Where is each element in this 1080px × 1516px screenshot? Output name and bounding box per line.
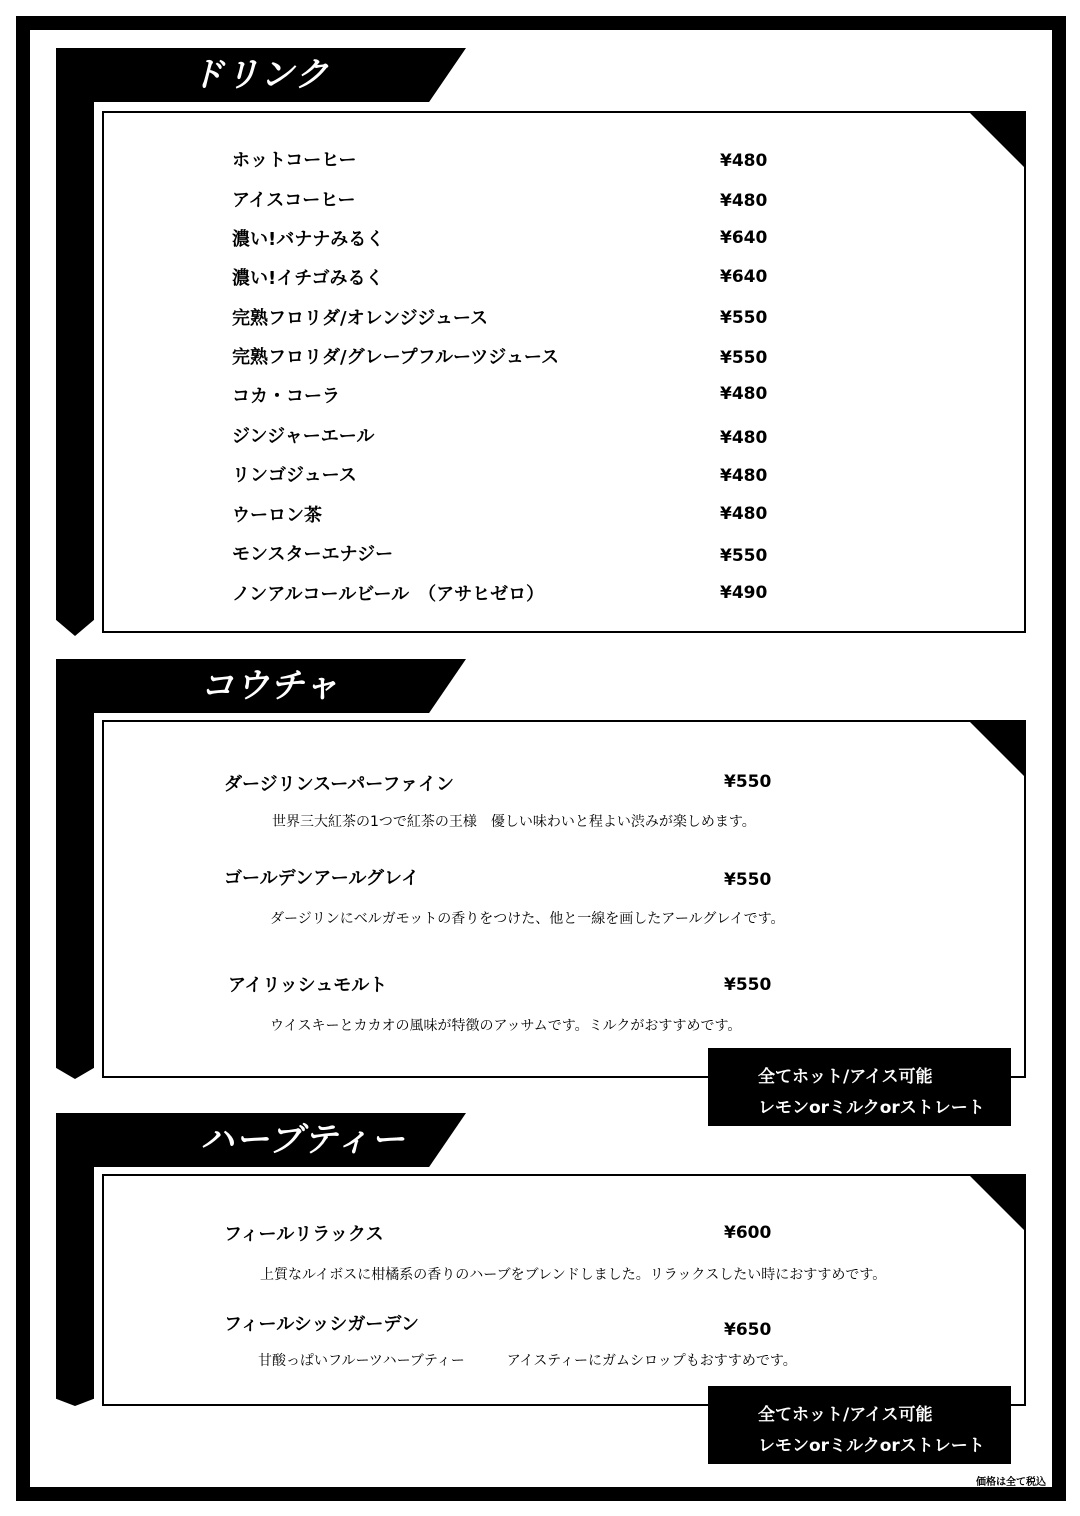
drink-item-name: アイスコーヒー bbox=[232, 190, 356, 211]
drink-item-name: ノンアルコールビール （アサヒゼロ） bbox=[232, 584, 545, 605]
drink-item-name: コカ・コーラ bbox=[232, 386, 340, 407]
drink-item-name: 濃い!バナナみるく bbox=[232, 229, 385, 250]
herb-note-line-2: レモンorミルクorストレート bbox=[758, 1436, 985, 1456]
drink-item-name: ホットコーヒー bbox=[232, 150, 357, 171]
drink-item-price: ¥490 bbox=[720, 583, 768, 603]
drink-item-name: ウーロン茶 bbox=[232, 505, 322, 526]
drink-item-name: 完熟フロリダ/グレープフルーツジュース bbox=[232, 347, 559, 368]
drink-item-price: ¥550 bbox=[720, 546, 768, 566]
drink-item-price: ¥480 bbox=[720, 151, 768, 171]
tea-item-name: ゴールデンアールグレイ bbox=[224, 868, 420, 889]
tea-item-price: ¥550 bbox=[724, 772, 772, 792]
drink-box-corner bbox=[968, 111, 1026, 169]
tea-note-box bbox=[708, 1048, 1011, 1126]
tea-section-title: コウチャ bbox=[200, 666, 339, 706]
drink-item-price: ¥640 bbox=[720, 228, 768, 248]
tea-note-line-2: レモンorミルクorストレート bbox=[758, 1098, 985, 1118]
herb-sidebar bbox=[56, 1163, 94, 1406]
tea-box-corner bbox=[968, 720, 1026, 778]
drink-item-name: 濃い!イチゴみるく bbox=[232, 268, 384, 289]
tea-item-description: 世界三大紅茶の1つで紅茶の王様 優しい味わいと程よい渋みが楽しめます。 bbox=[272, 814, 756, 830]
tea-item-price: ¥550 bbox=[724, 975, 772, 995]
herb-item-description: 甘酸っぱいフルーツハーブティー アイスティーにガムシロップもおすすめです。 bbox=[258, 1353, 797, 1369]
herb-note-box bbox=[708, 1386, 1011, 1464]
drink-item-name: 完熟フロリダ/オレンジジュース bbox=[232, 308, 488, 329]
herb-item-name: フィールシッシガーデン bbox=[224, 1314, 420, 1335]
drink-item-price: ¥550 bbox=[720, 308, 768, 328]
tea-item-name: アイリッシュモルト bbox=[228, 975, 388, 996]
herb-menu-box bbox=[102, 1174, 1026, 1406]
herb-item-description: 上質なルイボスに柑橘系の香りのハーブをブレンドしました。リラックスしたい時におすすめです。 bbox=[260, 1267, 887, 1283]
herb-item-name: フィールリラックス bbox=[224, 1224, 384, 1245]
drink-item-price: ¥550 bbox=[720, 348, 768, 368]
drink-item-price: ¥480 bbox=[720, 504, 768, 524]
tea-item-description: ウイスキーとカカオの風味が特徴のアッサムです。ミルクがおすすめです。 bbox=[270, 1018, 742, 1034]
tea-item-description: ダージリンにベルガモットの香りをつけた、他と一線を画したアールグレイです。 bbox=[270, 911, 785, 927]
tax-included-footnote: 価格は全て税込 bbox=[976, 1477, 1046, 1488]
drink-item-price: ¥640 bbox=[720, 267, 768, 287]
herb-item-price: ¥650 bbox=[724, 1320, 772, 1340]
drink-item-name: モンスターエナジー bbox=[232, 544, 394, 565]
drink-item-price: ¥480 bbox=[720, 384, 768, 404]
tea-item-price: ¥550 bbox=[724, 870, 772, 890]
tea-note-line-1: 全てホット/アイス可能 bbox=[758, 1067, 933, 1087]
drink-item-name: ジンジャーエール bbox=[232, 426, 375, 447]
herb-note-line-1: 全てホット/アイス可能 bbox=[758, 1405, 933, 1425]
drink-section-title: ドリンク bbox=[190, 55, 330, 95]
herb-item-price: ¥600 bbox=[724, 1223, 772, 1243]
drink-item-price: ¥480 bbox=[720, 428, 768, 448]
drink-item-price: ¥480 bbox=[720, 466, 768, 486]
tea-sidebar bbox=[56, 709, 94, 1079]
tea-item-name: ダージリンスーパーファイン bbox=[224, 774, 455, 795]
drink-sidebar bbox=[56, 98, 94, 636]
herb-box-corner bbox=[968, 1174, 1026, 1232]
herb-section-title: ハーブティー bbox=[200, 1120, 406, 1160]
drink-item-name: リンゴジュース bbox=[232, 465, 357, 486]
drink-item-price: ¥480 bbox=[720, 191, 768, 211]
